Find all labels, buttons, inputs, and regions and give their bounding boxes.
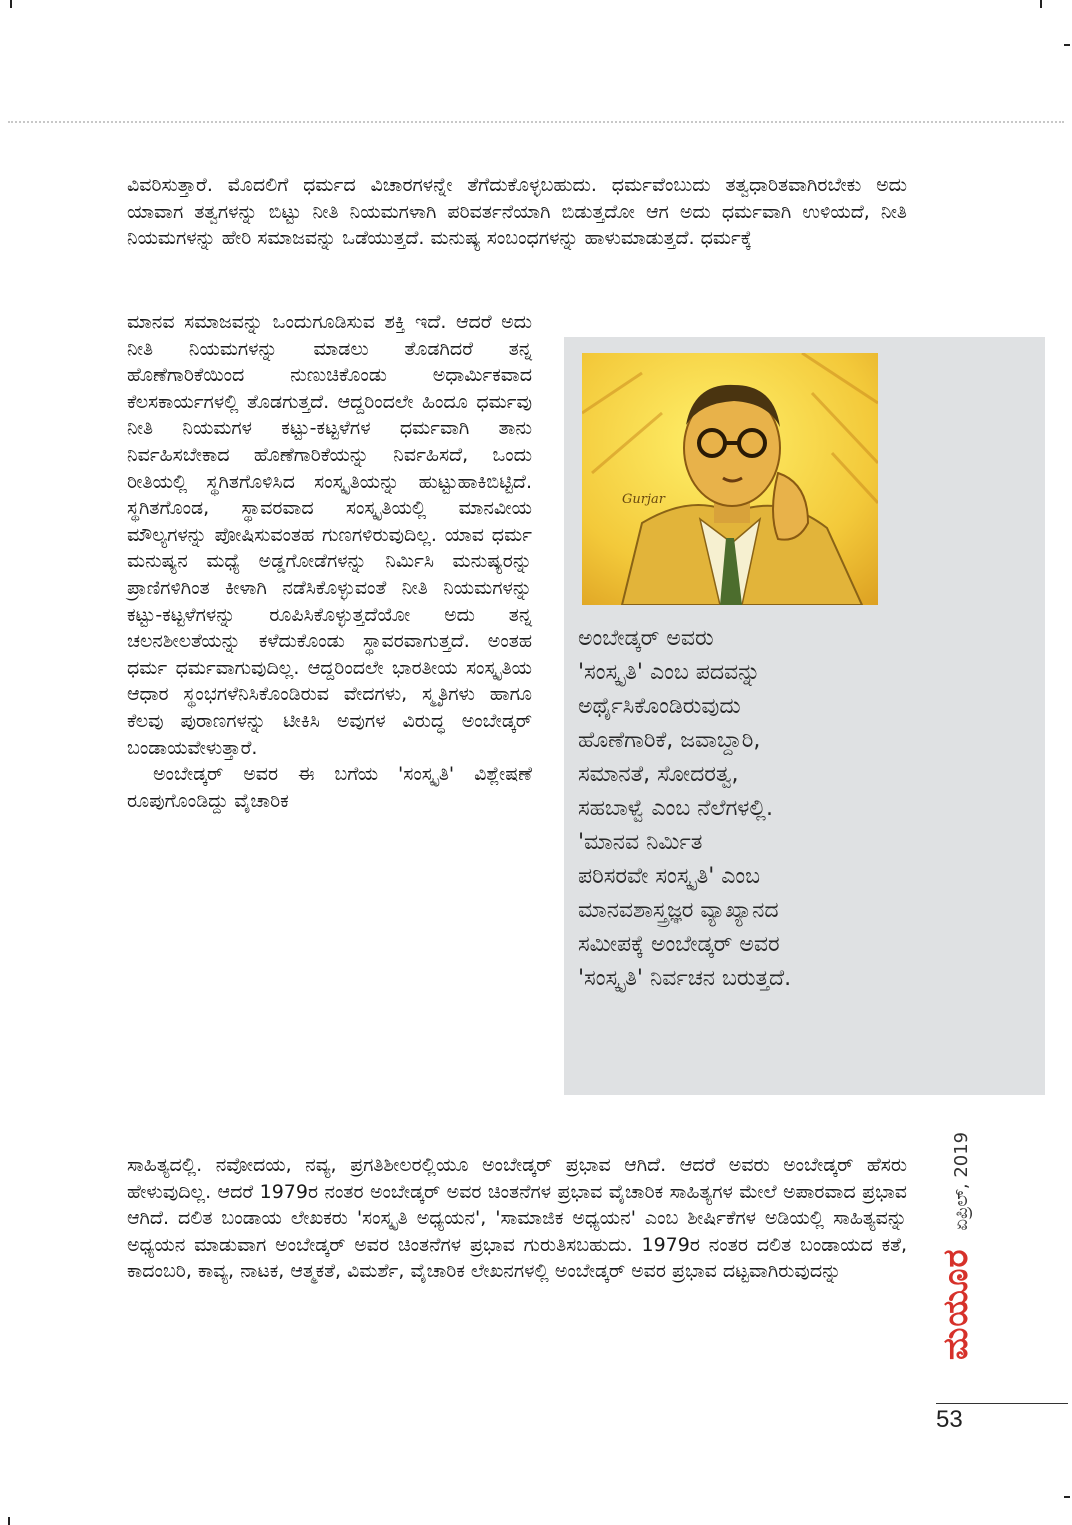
caption-line: 'ಮಾನವ ನಿರ್ಮಿತ <box>578 830 703 855</box>
article-column-left <box>127 309 532 814</box>
article-paragraph-top: ವಿವರಿಸುತ್ತಾರೆ. ಮೊದಲಿಗೆ ಧರ್ಮದ ವಿಚಾರಗಳನ್ನೇ ತೆಗೆದುಕೊಳ್ಳಬಹುದು. ಧರ್ಮವೆಂಬುದು ತತ್ವಧಾರಿತವಾಗಿರಬೇಕು ಅದು ಯಾವಾಗ ತತ್ವಗಳನ್ನು ಬಿಟ್ಟು ನೀತಿ ನಿಯಮಗಳಾಗಿ ಪರಿವರ್ತನೆಯಾಗಿ ಬಿಡುತ್ತದೋ ಆಗ ಅದು ಧರ್ಮವಾಗಿ ಉಳಿಯದೆ, ನೀತಿ ನಿಯಮಗಳನ್ನು ಹೇರಿ ಸಮಾಜವನ್ನು ಒಡೆಯುತ್ತದೆ. ಮನುಷ್ಯ ಸಂಬಂಧಗಳನ್ನು ಹಾಳುಮಾಡುತ್ತದೆ. ಧರ್ಮಕ್ಕೆ <box>127 174 907 250</box>
article-paragraph-bottom: ಸಾಹಿತ್ಯದಲ್ಲಿ. ನವೋದಯ, ನವ್ಯ, ಪ್ರಗತಿಶೀಲರಲ್ಲಿಯೂ ಅಂಬೇಡ್ಕರ್ ಪ್ರಭಾವ ಆಗಿದೆ. ಆದರೆ ಅವರು ಅಂಬೇಡ್ಕರ್ ಹೆಸರು ಹೇಳುವುದಿಲ್ಲ. ಆದರೆ 1979ರ ನಂತರ ಅಂಬೇಡ್ಕರ್ ಅವರ ಚಿಂತನೆಗಳ ಪ್ರಭಾವ ವೈಚಾರಿಕ ಸಾಹಿತ್ಯಗಳ ಮೇಲೆ ಅಪಾರವಾದ ಪ್ರಭಾವ ಆಗಿದೆ. ದಲಿತ ಬಂಡಾಯ ಲೇಖಕರು 'ಸಂಸ್ಕೃತಿ ಅಧ್ಯಯನ', 'ಸಾಮಾಜಿಕ ಅಧ್ಯಯನ' ಎಂಬ ಶೀರ್ಷಿಕೆಗಳ ಅಡಿಯಲ್ಲಿ ಸಾಹಿತ್ಯವನ್ನು ಅಧ್ಯಯನ ಮಾಡುವಾಗ ಅಂಬೇಡ್ಕರ್ ಅವರ ಚಿಂತನೆಗಳ ಪ್ರಭಾವ ಗುರುತಿಸಬಹುದು. 1979ರ ನಂತರ ದಲಿತ ಬಂಡಾಯದ ಕತೆ, ಕಾದಂಬರಿ, ಕಾವ್ಯ, ನಾಟಕ, ಆತ್ಮಕತೆ, ವಿಮರ್ಶೆ, ವೈಚಾರಿಕ ಲೇಖನಗಳಲ್ಲಿ ಅಂಬೇಡ್ಕರ್ ಅವರ ಪ್ರಭಾವ ದಟ್ಟವಾಗಿರುವುದನ್ನು <box>127 1154 907 1283</box>
portrait-signature: Gurjar <box>622 492 665 507</box>
issue-date: ಏಪ್ರಿಲ್, 2019 <box>951 1131 972 1231</box>
caption-line: ಅರ್ಥೈಸಿಕೊಂಡಿರುವುದು <box>578 694 741 719</box>
caption-line: ಮಾನವಶಾಸ್ತ್ರಜ್ಞರ ವ್ಯಾಖ್ಯಾನದ <box>578 898 779 923</box>
caption-line: ಸಹಬಾಳ್ವೆ ಎಂಬ ನೆಲೆಗಳಲ್ಲಿ. <box>578 796 773 821</box>
sidebar-box <box>564 337 1045 1095</box>
article-paragraph-left: ಮಾನವ ಸಮಾಜವನ್ನು ಒಂದುಗೂಡಿಸುವ ಶಕ್ತಿ ಇದೆ. ಆದರೆ ಅದು ನೀತಿ ನಿಯಮಗಳನ್ನು ಮಾಡಲು ತೊಡಗಿದರೆ ತನ್ನ ಹೊಣೆಗಾರಿಕೆಯಿಂದ ನುಣುಚಿಕೊಂಡು ಅಧಾರ್ಮಿಕವಾದ ಕೆಲಸಕಾರ್ಯಗಳಲ್ಲಿ ತೊಡಗುತ್ತದೆ. ಆದ್ದರಿಂದಲೇ ಹಿಂದೂ ಧರ್ಮವು ನೀತಿ ನಿಯಮಗಳ ಕಟ್ಟು-ಕಟ್ಟಳೆಗಳ ಧರ್ಮವಾಗಿ ತಾನು ನಿರ್ವಹಿಸಬೇಕಾದ ಹೊಣೆಗಾರಿಕೆಯನ್ನು ನಿರ್ವಹಿಸದೆ, ಒಂದು ರೀತಿಯಲ್ಲಿ ಸ್ಥಗಿತಗೊಳಿಸಿದ ಸಂಸ್ಕೃತಿಯನ್ನು ಹುಟ್ಟುಹಾಕಿಬಿಟ್ಟಿದೆ. ಸ್ಥಗಿತಗೊಂಡ, ಸ್ಥಾವರವಾದ ಸಂಸ್ಕೃತಿಯಲ್ಲಿ ಮಾನವೀಯ ಮೌಲ್ಯಗಳನ್ನು ಪೋಷಿಸುವಂತಹ ಗುಣಗಳಿರುವುದಿಲ್ಲ. ಯಾವ ಧರ್ಮ ಮನುಷ್ಯನ ಮಧ್ಯೆ ಅಡ್ಡಗೋಡೆಗಳನ್ನು ನಿರ್ಮಿಸಿ ಮನುಷ್ಯರನ್ನು ಪ್ರಾಣಿಗಳಿಗಿಂತ ಕೀಳಾಗಿ ನಡೆಸಿಕೊಳ್ಳುವಂತೆ ನೀತಿ ನಿಯಮಗಳನ್ನು ಕಟ್ಟು-ಕಟ್ಟಳೆಗಳನ್ನು ರೂಪಿಸಿಕೊಳ್ಳುತ್ತದೆಯೋ ಅದು ತನ್ನ ಚಲನಶೀಲತೆಯನ್ನು ಕಳೆದುಕೊಂಡು ಸ್ಥಾವರವಾಗುತ್ತದೆ. ಅಂತಹ ಧರ್ಮ ಧರ್ಮವಾಗುವುದಿಲ್ಲ. ಆದ್ದರಿಂದಲೇ ಭಾರತೀಯ ಸಂಸ್ಕೃತಿಯ ಆಧಾರ ಸ್ಥಂಭಗಳೆನಿಸಿಕೊಂಡಿರುವ ವೇದಗಳು, ಸ್ಮೃತಿಗಳು ಹಾಗೂ ಕೆಲವು ಪುರಾಣಗಳನ್ನು ಟೀಕಿಸಿ ಅವುಗಳ ವಿರುದ್ಧ ಅಂಬೇಡ್ಕರ್ ಬಂಡಾಯವೇಳುತ್ತಾರೆ. <box>127 311 532 759</box>
crop-mark-right <box>1064 44 1070 46</box>
crop-mark-bottom-left <box>8 1517 10 1525</box>
article-paragraph-left-2: ಅಂಬೇಡ್ಕರ್ ಅವರ ಈ ಬಗೆಯ 'ಸಂಸ್ಕೃತಿ' ವಿಶ್ಲೇಷಣೆ ರೂಪುಗೊಂಡಿದ್ದು ವೈಚಾರಿಕ <box>127 763 532 812</box>
caption-line: ಹೊಣೆಗಾರಿಕೆ, ಜವಾಬ್ದಾರಿ, <box>578 728 761 753</box>
masthead-logo: ಮಯೂರ <box>936 1248 976 1360</box>
caption-line: ಸಮೀಪಕ್ಕೆ ಅಂಬೇಡ್ಕರ್ ಅವರ <box>578 932 780 957</box>
masthead-vertical <box>936 1131 976 1360</box>
caption-line: ಅಂಬೇಡ್ಕರ್ ಅವರು <box>578 626 714 651</box>
crop-mark-top-left <box>10 0 12 8</box>
crop-mark-bottom-right <box>1064 1496 1070 1498</box>
caption-line: ಸಮಾನತೆ, ಸೋದರತ್ವ, <box>578 762 739 787</box>
crop-mark-top-right <box>1040 0 1042 8</box>
caption-line: 'ಸಂಸ್ಕೃತಿ' ಎಂಬ ಪದವನ್ನು <box>578 660 761 685</box>
header-dotted-rule <box>8 121 1064 123</box>
ambedkar-portrait-image <box>582 353 878 605</box>
caption-line: 'ಸಂಸ್ಕೃತಿ' ನಿರ್ವಚನ ಬರುತ್ತದೆ. <box>578 966 792 991</box>
page-number: 53 <box>936 1406 963 1433</box>
page-number-rule <box>936 1403 1068 1404</box>
caption-line: ಪರಿಸರವೇ ಸಂಸ್ಕೃತಿ' ಎಂಬ <box>578 864 761 889</box>
sidebar-caption <box>578 622 1028 996</box>
